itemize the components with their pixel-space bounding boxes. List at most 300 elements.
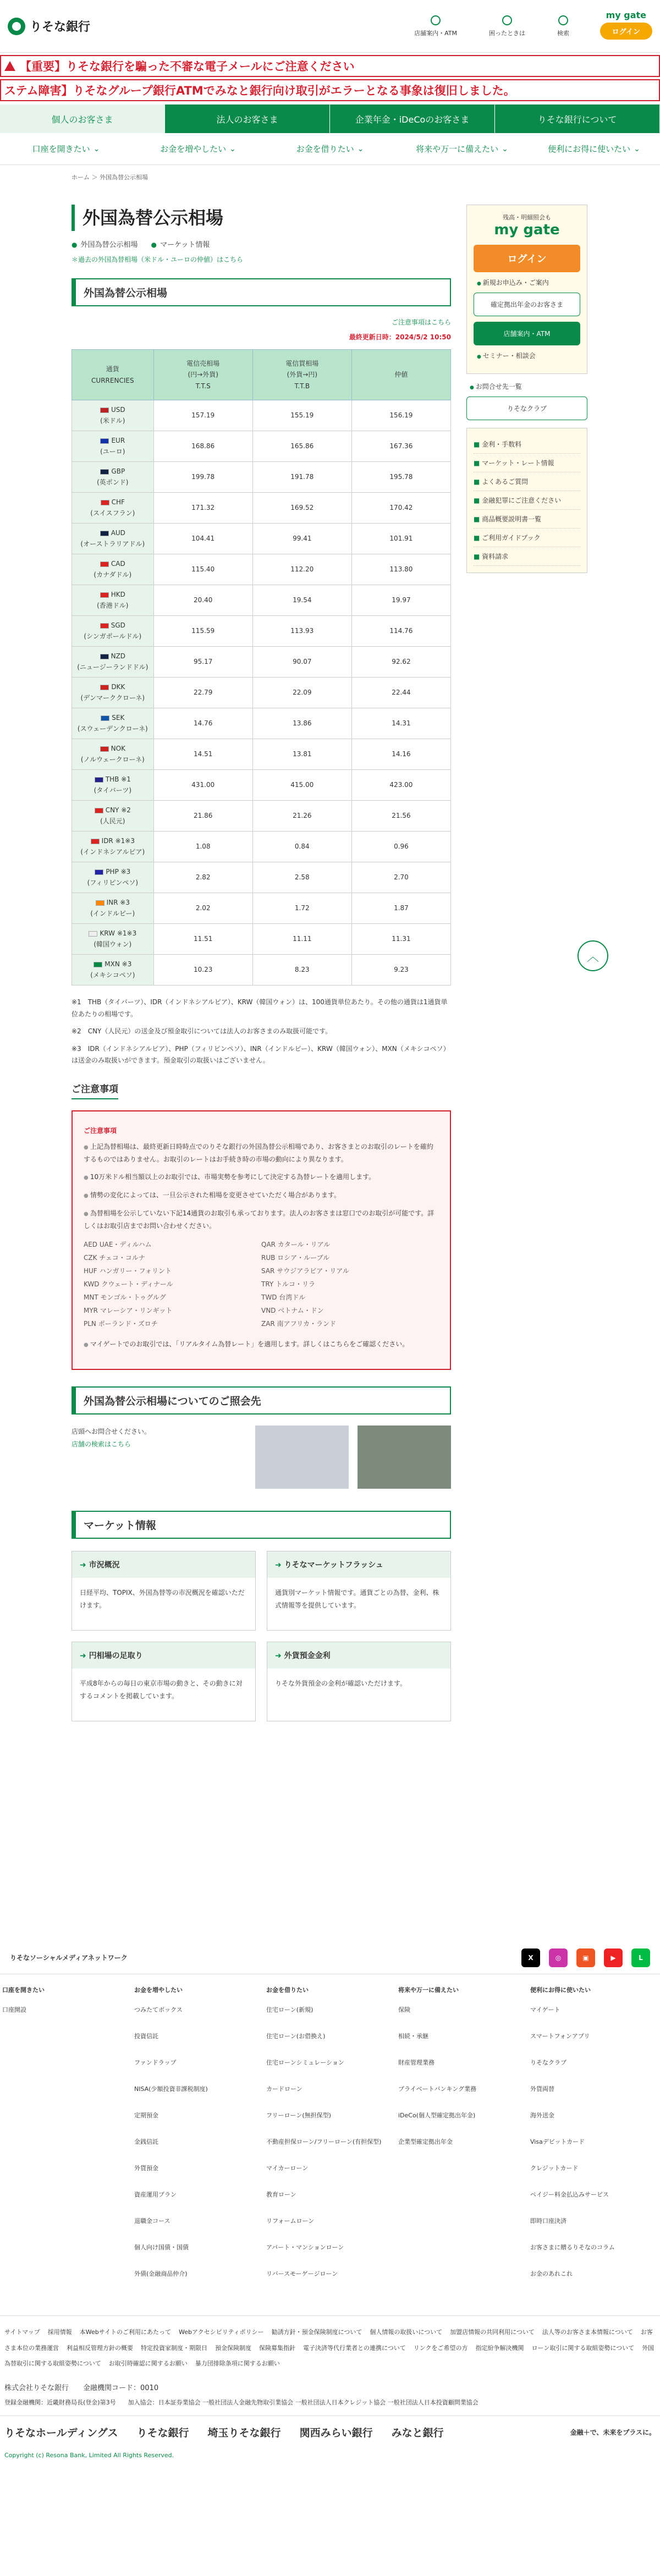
- youtube-icon[interactable]: ▶: [604, 1948, 623, 1967]
- rate-row: [72, 400, 451, 431]
- company-name: 株式会社りそな銀行 金融機関コード：0010: [4, 2384, 159, 2392]
- footer-link[interactable]: カードローン: [266, 2085, 302, 2093]
- other-currency: HUF ハンガリー・フォリント: [84, 1267, 172, 1275]
- currency-code: INR ※3: [106, 899, 130, 907]
- contact-block: [72, 1425, 451, 1489]
- ttb-cell: 99.41: [252, 524, 351, 554]
- copyright: Copyright (c) Resona Bank, Limited All Rights Reserved.: [4, 2451, 174, 2459]
- rate-row: [72, 832, 451, 862]
- header-login-button[interactable]: ログイン: [600, 23, 652, 40]
- rate-row: [72, 585, 451, 616]
- footer-link[interactable]: 不動産担保ローン/フリーローン(有担保型): [266, 2138, 382, 2145]
- help-label: 困ったときは: [489, 30, 525, 37]
- currency-cell: [72, 431, 154, 462]
- alert-text: ステム障害】りそなグループ銀行ATMでみなと銀行向け取引がエラーとなる事象は復旧しました。: [4, 84, 515, 97]
- footer-link[interactable]: マイカーローン: [266, 2165, 309, 2172]
- footer-bottom-link[interactable]: 加盟店情報の共同利用について: [450, 2329, 535, 2336]
- footer-column-heading[interactable]: お金を増やしたい: [134, 1986, 183, 1994]
- currency-name: (米ドル): [100, 416, 125, 425]
- rate-row: [72, 770, 451, 801]
- market-card[interactable]: [72, 1642, 256, 1721]
- other-currency: CZK チェコ・コルナ: [84, 1253, 145, 1262]
- currency-cell: [72, 678, 154, 708]
- mid-cell: 114.76: [351, 616, 450, 647]
- footer-link[interactable]: 企業型確定拠出年金: [398, 2138, 453, 2145]
- currency-code: HKD: [111, 591, 125, 599]
- currency-cell: [72, 585, 154, 616]
- th-currency-label: 通貨 CURRENCIES: [91, 365, 134, 384]
- footer-link[interactable]: 財産管理業務: [398, 2059, 435, 2066]
- footer-bottom-link[interactable]: 勧誘方針・預金保険制度について: [271, 2329, 362, 2336]
- currency-code: EUR: [111, 437, 125, 445]
- alert-text: 【重要】りそな銀行を騙った不審な電子メールにご注意ください: [20, 60, 355, 73]
- registration-info: 登録金融機関：近畿財務局長(登金)第3号 加入協会：日本証券業協会 一般社団法人金融先物取引業協会 一般社団法人日本クレジット協会 一般社団法人日本投資顧問業協会: [4, 2399, 479, 2407]
- footer-bottom-link[interactable]: 外国為替取引に関する取組姿勢について: [4, 2344, 654, 2368]
- market-card-body: 通貨別マーケット情報です。通貨ごとの為替、金利、株式情報等を提供しています。: [275, 1589, 439, 1610]
- ttb-cell: 13.81: [252, 739, 351, 770]
- currency-name: (フィリピンペソ): [87, 878, 139, 887]
- currency-name: (香港ドル): [97, 601, 129, 609]
- mid-cell: 101.91: [351, 524, 450, 554]
- rate-row: [72, 524, 451, 554]
- footer-link[interactable]: iDeCo(個人型確定拠出年金): [398, 2112, 476, 2119]
- other-currency: RUB ロシア・ルーブル: [261, 1253, 330, 1262]
- mid-cell: 423.00: [351, 770, 450, 801]
- footer-bottom-link[interactable]: お取引時確認に関するお願い: [108, 2360, 188, 2368]
- footer-column-heading[interactable]: 口座を開きたい: [2, 1986, 45, 1994]
- footer-column-heading[interactable]: 将来や万一に備えたい: [398, 1986, 459, 1994]
- group-bar: [0, 2415, 660, 2448]
- currency-cell: [72, 739, 154, 770]
- currency-name: (ニュージーランドドル): [77, 663, 148, 671]
- footer-link[interactable]: Visaデビットカード: [530, 2138, 585, 2145]
- footer-column: [0, 1985, 132, 2315]
- footer-link[interactable]: お金のあれこれ: [530, 2270, 573, 2277]
- rate-row: [72, 616, 451, 647]
- resona-logo[interactable]: [8, 18, 90, 35]
- rate-row: [72, 462, 451, 493]
- footer-bottom-link[interactable]: 暴力団排除条項に関するお願い: [195, 2360, 280, 2368]
- sidebar-menu-item[interactable]: ■ マーケット・レート情報: [474, 454, 580, 472]
- footer-link[interactable]: お客さまに贈るりそなのコラム: [530, 2244, 615, 2251]
- footnote-1: ※1 THB（タイバーツ）、IDR（インドネシアルピア）、KRW（韓国ウォン）は、100通貨単位あたり。その他の通貨は1通貨単位あたりの相場です。: [72, 998, 448, 1018]
- currency-name: (韓国ウォン): [94, 940, 132, 948]
- ttb-cell: 2.58: [252, 862, 351, 893]
- footer-bottom-link[interactable]: 特定投資家制度・期限日: [141, 2344, 207, 2352]
- tts-cell: 431.00: [153, 770, 252, 801]
- footer-link[interactable]: ファンドラップ: [134, 2059, 177, 2066]
- footer-link[interactable]: 住宅ローン(新規): [266, 2006, 314, 2013]
- ttb-cell: 1.72: [252, 893, 351, 924]
- alert-system[interactable]: [0, 79, 660, 101]
- search-icon: [558, 15, 568, 25]
- ttb-cell: 169.52: [252, 493, 351, 524]
- footer-bottom-link[interactable]: 本Webサイトのご利用にあたって: [79, 2329, 172, 2336]
- group-kansai[interactable]: 関西みらい銀行: [299, 2426, 373, 2439]
- mid-cell: 156.19: [351, 400, 450, 431]
- group-minato[interactable]: みなと銀行: [391, 2426, 444, 2439]
- currency-cell: [72, 524, 154, 554]
- currency-code: NZD: [111, 652, 126, 660]
- footer-column: [264, 1985, 396, 2315]
- footer-link[interactable]: リバースモーゲージローン: [266, 2270, 338, 2277]
- search-link[interactable]: [557, 15, 569, 37]
- footer-link[interactable]: マイゲート: [530, 2006, 560, 2013]
- footer-bottom-link[interactable]: 電子決済等代行業者との連携について: [303, 2344, 406, 2352]
- caution-box: [72, 1110, 451, 1370]
- currency-cell: [72, 924, 154, 955]
- sub-nav: [0, 133, 660, 165]
- social-bar: [0, 1941, 660, 1974]
- mid-cell: 21.56: [351, 801, 450, 832]
- th-ttb: [252, 350, 351, 400]
- rate-row: [72, 893, 451, 924]
- footer-link[interactable]: 投資信託: [134, 2033, 158, 2040]
- logo-text: りそな銀行: [30, 20, 91, 34]
- site-header: [0, 0, 660, 53]
- subnav-convenient[interactable]: 便利にお得に使いたい ⌄: [528, 133, 660, 164]
- currency-cell: [72, 647, 154, 678]
- currency-code: THB ※1: [105, 775, 131, 784]
- tts-cell: 2.82: [153, 862, 252, 893]
- past-rates-link[interactable]: ＊過去の外国為替相場（米ドル・ユーロの仲値）はこちら: [72, 256, 244, 263]
- tts-cell: 22.79: [153, 678, 252, 708]
- footer-bottom-link[interactable]: 預金保険制度: [215, 2344, 251, 2352]
- footer-link[interactable]: 外貨預金: [134, 2165, 158, 2172]
- th-currency: [72, 350, 154, 400]
- footer-columns: [0, 1974, 660, 2315]
- mid-cell: 195.78: [351, 462, 450, 493]
- footer-bottom-link[interactable]: リンクをご希望の方: [413, 2344, 468, 2352]
- market-card[interactable]: [267, 1642, 451, 1721]
- currency-name: (カナダドル): [94, 570, 132, 579]
- ttb-cell: 112.20: [252, 554, 351, 585]
- currency-name: (メキシコペソ): [90, 971, 135, 979]
- alert-phishing[interactable]: [0, 55, 660, 77]
- tab-about[interactable]: りそな銀行について: [495, 104, 660, 133]
- footer-bottom-link[interactable]: 保険募集指針: [259, 2344, 295, 2352]
- market-card-body: りそな外貨預金の金利が確認いただけます。: [275, 1680, 407, 1688]
- market-card[interactable]: [72, 1551, 256, 1631]
- section-heading-market: マーケット情報: [72, 1511, 451, 1539]
- sidebar-menu-item[interactable]: ■ 金融犯罪にご注意ください: [474, 491, 580, 510]
- tts-cell: 1.08: [153, 832, 252, 862]
- currency-cell: [72, 801, 154, 832]
- sidebar: [466, 205, 587, 573]
- currency-name: (スイスフラン): [90, 509, 135, 517]
- anchor-links: [72, 239, 451, 249]
- footer-link[interactable]: 即時口座決済: [530, 2217, 566, 2225]
- flag-icon: [100, 438, 109, 444]
- tab-corporate[interactable]: 法人のお客さま: [165, 104, 330, 133]
- group-saitama[interactable]: 埼玉りそな銀行: [207, 2426, 281, 2439]
- footer-link[interactable]: 教育ローン: [266, 2191, 296, 2198]
- footer-link[interactable]: つみたてボックス: [134, 2006, 183, 2013]
- logo-mark-icon: [8, 18, 25, 35]
- footer-link[interactable]: 海外送金: [530, 2112, 554, 2119]
- caution-box-title: ご注意事項: [84, 1126, 117, 1135]
- subnav-borrow[interactable]: お金を借りたい ⌄: [264, 133, 396, 164]
- rate-row: [72, 431, 451, 462]
- ttb-cell: 191.78: [252, 462, 351, 493]
- ttb-cell: 21.26: [252, 801, 351, 832]
- footer-link[interactable]: 住宅ローン(お借換え): [266, 2033, 326, 2040]
- footer-link[interactable]: 退職金コース: [134, 2217, 170, 2225]
- ttb-cell: 8.23: [252, 955, 351, 986]
- currency-name: (シンガポールドル): [84, 632, 142, 640]
- mid-cell: 113.80: [351, 554, 450, 585]
- x-icon[interactable]: X: [521, 1948, 540, 1967]
- footer-link[interactable]: クレジットカード: [530, 2165, 579, 2172]
- footer-column: [396, 1985, 528, 2315]
- sidebar-menu: [466, 428, 587, 573]
- mid-cell: 14.31: [351, 708, 450, 739]
- flag-icon: [100, 531, 109, 536]
- market-card-title: ➜ 市況概況: [72, 1551, 255, 1578]
- market-card-title: ➜ 円相場の足取り: [72, 1642, 255, 1669]
- mid-cell: 9.23: [351, 955, 450, 986]
- tts-cell: 20.40: [153, 585, 252, 616]
- ttb-cell: 415.00: [252, 770, 351, 801]
- currency-cell: [72, 832, 154, 862]
- sidebar-menu-item[interactable]: ■ よくあるご質問: [474, 472, 580, 491]
- footer-link[interactable]: ペイジー料金払込みサービス: [530, 2191, 609, 2198]
- line-icon[interactable]: L: [631, 1948, 650, 1967]
- currency-code: AUD: [111, 529, 125, 537]
- contact-desc: 店頭へお問合せください。: [72, 1428, 151, 1436]
- tts-cell: 14.76: [153, 708, 252, 739]
- caution-heading: ご注意事項: [72, 1081, 118, 1099]
- group-resona[interactable]: りそな銀行: [136, 2426, 189, 2439]
- currency-cell: [72, 770, 154, 801]
- social-title: りそなソーシャルメディアネットワーク: [10, 1954, 128, 1962]
- currency-code: KRW ※1※3: [100, 929, 137, 938]
- store-atm-link[interactable]: [414, 15, 457, 37]
- market-card-body: 日経平均、TOPIX、外国為替等の市況概況を確認いただけます。: [80, 1589, 245, 1610]
- currency-name: (英ポンド): [97, 478, 129, 486]
- ttb-cell: 11.11: [252, 924, 351, 955]
- other-currency-list: [84, 1238, 439, 1330]
- currency-cell: [72, 862, 154, 893]
- mygate-box: [466, 205, 587, 374]
- ttb-cell: 19.54: [252, 585, 351, 616]
- anchor-market[interactable]: ● マーケット情報: [151, 239, 210, 249]
- subnav-prepare[interactable]: 将来や万一に備えたい ⌄: [396, 133, 528, 164]
- map-pin-icon: [431, 15, 441, 25]
- other-currency: ZAR 南アフリカ・ランド: [261, 1319, 336, 1328]
- currency-code: CNY ※2: [105, 806, 131, 814]
- mygate-logo: my gate: [494, 222, 560, 238]
- contact-list-link[interactable]: ● お問合せ先一覧: [466, 382, 587, 391]
- footer-link[interactable]: NISA(少額投資非課税制度): [134, 2085, 208, 2093]
- footer-link[interactable]: 外債(金融商品仲介): [134, 2270, 188, 2277]
- footer-link[interactable]: スマートフォンアプリ: [530, 2033, 590, 2040]
- currency-code: DKK: [111, 683, 125, 691]
- currency-cell: [72, 462, 154, 493]
- currency-code: IDR ※1※3: [101, 837, 135, 845]
- footer-link[interactable]: 外貨両替: [530, 2085, 554, 2093]
- tts-cell: 2.02: [153, 893, 252, 924]
- rate-row: [72, 554, 451, 585]
- footer-bottom-link[interactable]: Webアクセシビリティポリシー: [179, 2329, 264, 2336]
- footer-bottom-link[interactable]: 個人情報の取扱いについて: [370, 2329, 443, 2336]
- resona-club-banner[interactable]: りそなクラブ: [466, 397, 587, 420]
- caution-item-mygate[interactable]: ● マイゲートでのお取引では、「リアルタイム為替レート」を適用します。詳しくはこちらをご確認ください。: [84, 1338, 439, 1351]
- market-card-body: 平成8年からの毎日の東京市場の動きと、その動きに対するコメントを掲載しています。: [80, 1680, 243, 1700]
- sidebar-login-button[interactable]: ログイン: [474, 245, 580, 272]
- currency-code: USD: [111, 406, 125, 414]
- footer-link[interactable]: プライベートバンキング業務: [398, 2085, 477, 2093]
- tts-cell: 168.86: [153, 431, 252, 462]
- footer-bottom-link[interactable]: 採用情報: [47, 2329, 72, 2336]
- rate-row: [72, 739, 451, 770]
- currency-cell: [72, 893, 154, 924]
- sidebar-menu-item[interactable]: ■ 金利・手数料: [474, 435, 580, 454]
- tts-cell: 115.40: [153, 554, 252, 585]
- flag-icon: [100, 562, 109, 567]
- rate-row: [72, 862, 451, 893]
- sidebar-menu-item[interactable]: ■ 資料請求: [474, 547, 580, 566]
- help-link[interactable]: [489, 15, 525, 37]
- tts-cell: 157.19: [153, 400, 252, 431]
- other-currency: QAR カタール・リアル: [261, 1240, 331, 1248]
- footer-bottom-link[interactable]: 指定紛争解決機関: [475, 2344, 524, 2352]
- rate-row: [72, 678, 451, 708]
- flag-icon: [96, 900, 105, 906]
- currency-name: (スウェーデンクローネ): [77, 724, 148, 733]
- other-currency: AED UAE・ディルハム: [84, 1240, 152, 1248]
- mid-cell: 14.16: [351, 739, 450, 770]
- market-cards: [72, 1551, 451, 1721]
- ttb-cell: 90.07: [252, 647, 351, 678]
- footer-column-heading[interactable]: お金を借りたい: [266, 1986, 309, 1994]
- footnotes: [72, 997, 451, 1067]
- tts-cell: 11.51: [153, 924, 252, 955]
- footer-links: [0, 2315, 660, 2381]
- ttb-cell: 22.09: [252, 678, 351, 708]
- footnote-2: ※2 CNY（人民元）の送金及び預金取引については法人のお客さまのみ取扱可能です。: [72, 1027, 332, 1036]
- anchor-rates[interactable]: ● 外国為替公示相場: [72, 239, 138, 249]
- back-to-top-button[interactable]: [578, 940, 608, 971]
- currency-name: (ノルウェークローネ): [80, 755, 145, 763]
- tts-cell: 95.17: [153, 647, 252, 678]
- new-application-link[interactable]: ● 新規お申込み・ご案内: [474, 278, 580, 287]
- seminar-link[interactable]: ● セミナー・相談会: [474, 351, 580, 360]
- flag-icon: [94, 962, 102, 967]
- footer-link[interactable]: 金銭信託: [134, 2138, 158, 2145]
- other-currency: PLN ポーランド・ズロチ: [84, 1319, 158, 1328]
- mygate-caption: 残高・明細照会も: [503, 214, 551, 221]
- branch-search-link[interactable]: 店舗の検索はこちら: [72, 1440, 131, 1449]
- other-currency: KWD クウェート・ディナール: [84, 1280, 173, 1288]
- rates-body: [72, 400, 451, 986]
- mid-cell: 92.62: [351, 647, 450, 678]
- market-card[interactable]: [267, 1551, 451, 1631]
- flag-icon: [100, 469, 109, 475]
- other-currency: TWD 台湾ドル: [261, 1293, 306, 1301]
- footer-link[interactable]: 相続・承継: [398, 2033, 428, 2040]
- mid-cell: 22.44: [351, 678, 450, 708]
- footer: [0, 1941, 660, 2462]
- ttb-cell: 113.93: [252, 616, 351, 647]
- group-hd[interactable]: りそなホールディングス: [4, 2426, 118, 2439]
- subnav-grow[interactable]: お金を増やしたい ⌄: [132, 133, 264, 164]
- footer-bottom-link[interactable]: ローン取引に関する取組姿勢について: [531, 2344, 635, 2352]
- footer-link[interactable]: 定期預金: [134, 2112, 158, 2119]
- currency-name: (タイバーツ): [94, 786, 132, 794]
- tts-cell: 115.59: [153, 616, 252, 647]
- caution-item: ● 情勢の変化によっては、一旦公示された相場を変更させていただく場合があります。: [84, 1189, 439, 1202]
- branch-photo: [255, 1425, 349, 1489]
- mid-cell: 1.87: [351, 893, 450, 924]
- currency-code: MXN ※3: [105, 960, 132, 968]
- notice-link[interactable]: ご注意事項はこちら: [391, 318, 451, 326]
- currency-cell: [72, 708, 154, 739]
- flag-icon: [100, 654, 109, 659]
- rate-row: [72, 924, 451, 955]
- currency-cell: [72, 616, 154, 647]
- other-currency: MYR マレーシア・リンギット: [84, 1306, 173, 1314]
- market-card-title: ➜ りそなマーケットフラッシュ: [267, 1551, 450, 1578]
- footer-link[interactable]: アパート・マンションローン: [266, 2244, 344, 2251]
- footer-bottom-link[interactable]: 法人等のお客さま本情報について: [542, 2329, 633, 2336]
- flag-icon: [100, 592, 109, 598]
- footer-link[interactable]: りそなクラブ: [530, 2059, 566, 2066]
- th-mid: [351, 350, 450, 400]
- footer-link[interactable]: 保険: [398, 2006, 410, 2013]
- blog-icon[interactable]: ▣: [576, 1948, 595, 1967]
- ttb-cell: 155.19: [252, 400, 351, 431]
- footer-link[interactable]: フリーローン(無担保型): [266, 2112, 331, 2119]
- footer-bottom-link[interactable]: お客さま本位の業務運営: [4, 2329, 653, 2352]
- subnav-open-account[interactable]: 口座を開きたい ⌄: [0, 133, 132, 164]
- market-card-title: ➜ 外貨預金金利: [267, 1642, 450, 1669]
- footer-link[interactable]: 住宅ローンシミュレーション: [266, 2059, 344, 2066]
- mid-cell: 2.70: [351, 862, 450, 893]
- tab-personal[interactable]: 個人のお客さま: [0, 104, 165, 133]
- main-content: [72, 198, 451, 1721]
- th-mid-label: 仲値: [394, 371, 408, 379]
- flag-icon: [95, 808, 103, 813]
- dc-pension-button[interactable]: 確定拠出年金のお客さま: [474, 293, 580, 316]
- breadcrumb[interactable]: ホーム ＞ 外国為替公示相場: [72, 174, 148, 181]
- footer-column-heading[interactable]: 便利にお得に使いたい: [530, 1986, 591, 1994]
- instagram-icon[interactable]: ◎: [549, 1948, 568, 1967]
- other-currency: SAR サウジアラビア・リアル: [261, 1267, 349, 1275]
- footer-link[interactable]: 資産運用プラン: [134, 2191, 177, 2198]
- currency-name: (インドルピー): [90, 909, 135, 917]
- store-atm-button[interactable]: 店舗案内・ATM: [474, 322, 580, 345]
- header-nav: [414, 15, 569, 37]
- tts-cell: 171.32: [153, 493, 252, 524]
- tts-cell: 10.23: [153, 955, 252, 986]
- footer-link[interactable]: 個人向け国債・国債: [134, 2244, 189, 2251]
- currency-name: (オーストラリアドル): [80, 540, 145, 548]
- warning-icon: [4, 61, 15, 71]
- footer-bottom-link[interactable]: サイトマップ: [4, 2329, 40, 2336]
- rate-row: [72, 708, 451, 739]
- sidebar-menu-item[interactable]: ■ 商品概要説明書一覧: [474, 510, 580, 529]
- other-currency: TRY トルコ・リラ: [261, 1280, 316, 1288]
- th-ttb-label: 電信買相場 (外貨→円) T.T.B: [285, 359, 319, 390]
- tab-pension[interactable]: 企業年金・iDeCoのお客さま: [330, 104, 495, 133]
- footnote-3: ※3 IDR（インドネシアルピア）、PHP（フィリピンペソ）、INR（インドルピー）、KRW（韓国ウォン）、MXN（メキシコペソ）は送金のみ取扱いができます。預金取引の取扱いはございません。: [72, 1044, 450, 1065]
- mid-cell: 167.36: [351, 431, 450, 462]
- sidebar-menu-item[interactable]: ■ ご利用ガイドブック: [474, 529, 580, 547]
- footer-link[interactable]: 口座開設: [2, 2006, 26, 2013]
- footer-link[interactable]: リフォームローン: [266, 2217, 315, 2225]
- footer-bottom-link[interactable]: 利益相反管理方針の概要: [67, 2344, 133, 2352]
